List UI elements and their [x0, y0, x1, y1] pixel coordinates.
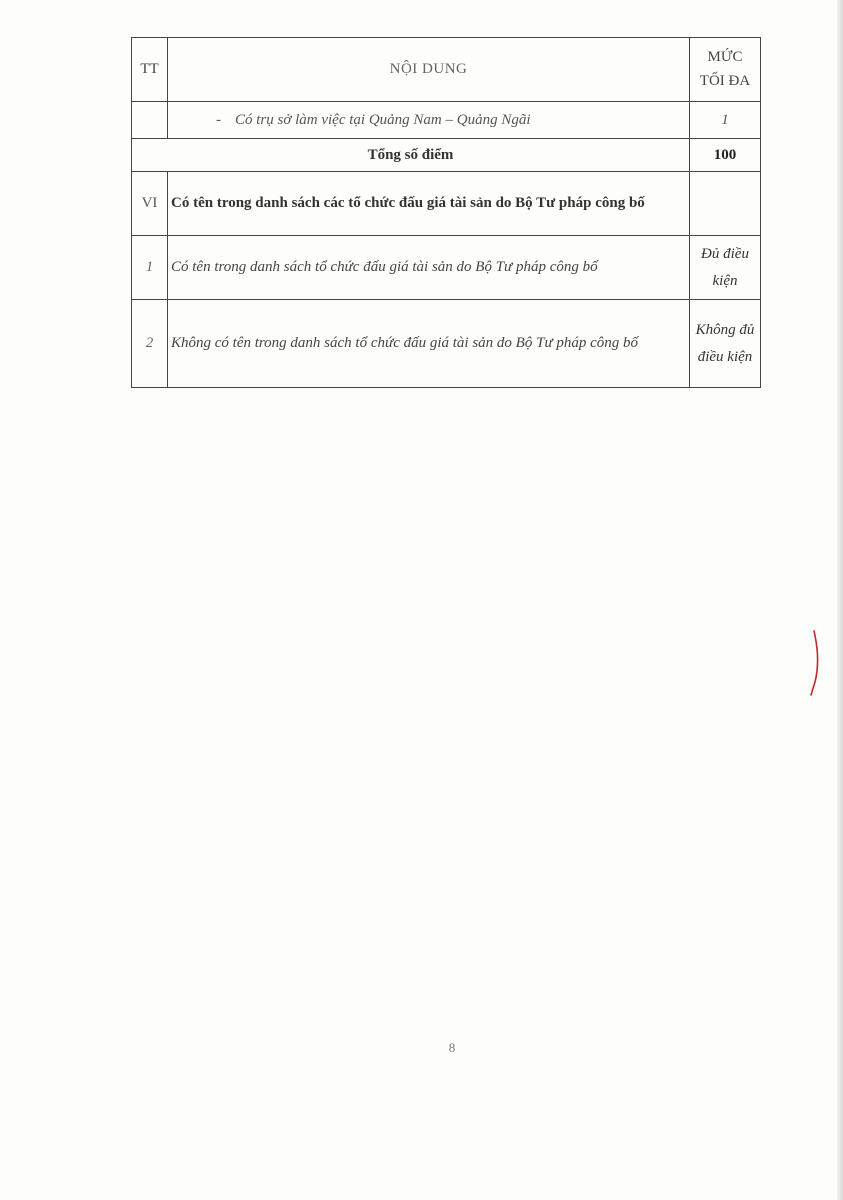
header-max-line2: TỐI ĐA	[699, 72, 751, 89]
row-number: 2	[132, 300, 168, 388]
criteria-table	[131, 37, 761, 388]
total-max-score: 100	[690, 139, 761, 172]
total-label: Tổng số điểm	[132, 139, 690, 172]
header-content: NỘI DUNG	[168, 38, 690, 102]
table-header-row	[132, 38, 761, 102]
row-content: Có tên trong danh sách tổ chức đấu giá tài sản do Bộ Tư pháp công bố	[168, 236, 690, 300]
row-max-score: Đủ điều kiện	[690, 236, 761, 300]
table-row	[132, 236, 761, 300]
row-number: 1	[132, 236, 168, 300]
section-vi-content: Có tên trong danh sách các tổ chức đấu giá tài sản do Bộ Tư pháp công bố	[168, 172, 690, 236]
section-vi-max	[690, 172, 761, 236]
table-row	[132, 300, 761, 388]
office-max-score: 1	[690, 102, 761, 139]
header-max-score	[690, 38, 761, 102]
header-max-line1: MỨC	[707, 49, 743, 66]
page-edge	[837, 0, 843, 1200]
office-content: Có trụ sở làm việc tại Quảng Nam – Quảng Ngãi	[235, 111, 531, 128]
office-tt-cell	[132, 102, 168, 139]
table-row-section-vi	[132, 172, 761, 236]
page-number: 8	[448, 1040, 456, 1055]
row-max-score: Không đủ điều kiện	[690, 300, 761, 388]
section-vi-number: VI	[132, 172, 168, 236]
office-content-cell	[168, 102, 690, 139]
row-content: Không có tên trong danh sách tổ chức đấu giá tài sản do Bộ Tư pháp công bố	[168, 300, 690, 388]
table-row-total	[132, 139, 761, 172]
bullet-dash: -	[216, 111, 221, 128]
table-row-office-location	[132, 102, 761, 139]
red-pen-mark	[806, 628, 822, 698]
header-tt: TT	[132, 38, 168, 102]
